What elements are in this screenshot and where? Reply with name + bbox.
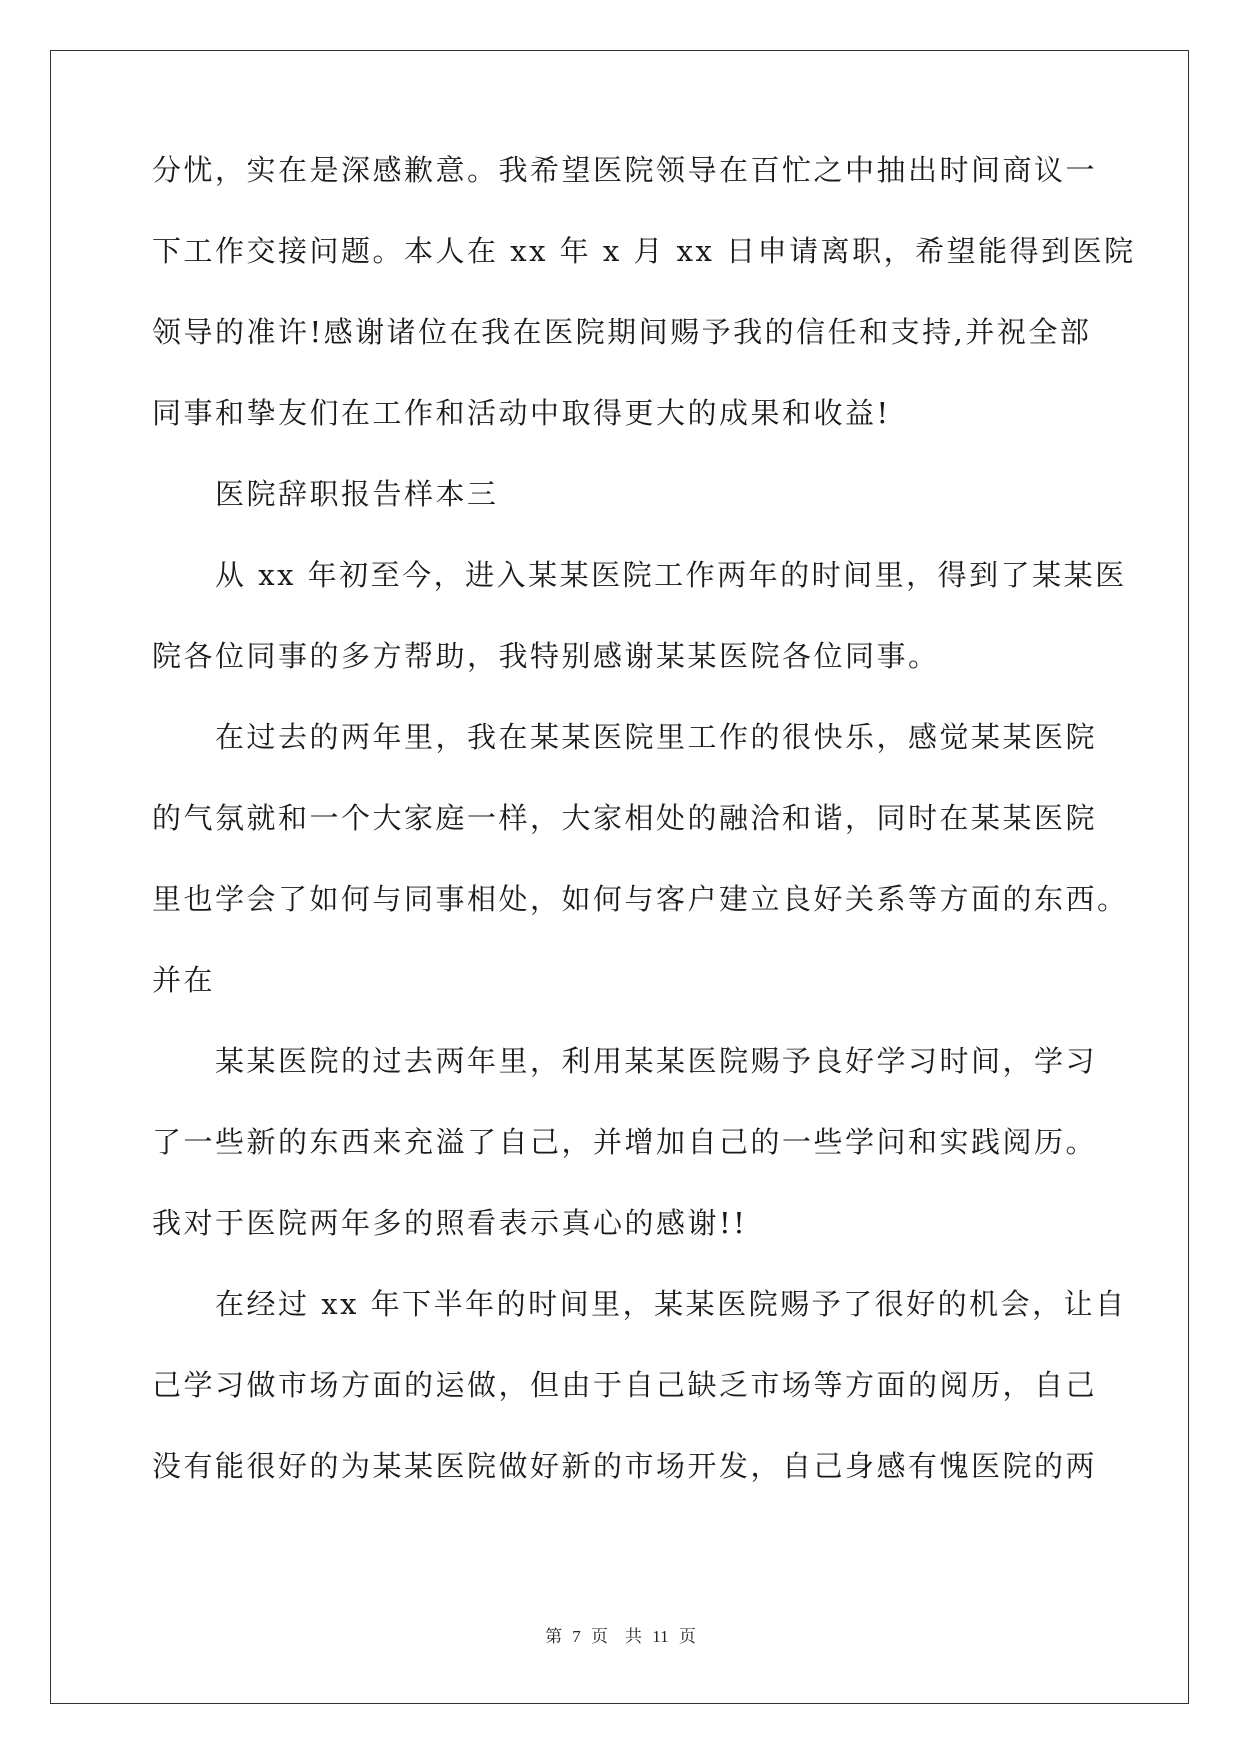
text-line: 院各位同事的多方帮助，我特别感谢某某医院各位同事。 xyxy=(152,639,940,673)
text-line: 在经过 xx 年下半年的时间里，某某医院赐予了很好的机会，让自 xyxy=(215,1287,1127,1321)
text-line: 下工作交接问题。本人在 xx 年 x 月 xx 日申请离职，希望能得到医院 xyxy=(152,234,1136,268)
text-line: 在过去的两年里，我在某某医院里工作的很快乐，感觉某某医院 xyxy=(215,720,1098,754)
text-line: 了一些新的东西来充溢了自己，并增加自己的一些学问和实践阅历。 xyxy=(152,1125,1098,1159)
text-line: 领导的准许!感谢诸位在我在医院期间赐予我的信任和支持,并祝全部 xyxy=(152,315,1092,349)
text-line: 分忧，实在是深感歉意。我希望医院领导在百忙之中抽出时间商议一 xyxy=(152,153,1098,187)
text-line: 里也学会了如何与同事相处，如何与客户建立良好关系等方面的东西。 xyxy=(152,882,1129,916)
text-line: 没有能很好的为某某医院做好新的市场开发，自己身感有愧医院的两 xyxy=(152,1449,1098,1483)
text-line: 某某医院的过去两年里，利用某某医院赐予良好学习时间，学习 xyxy=(215,1044,1098,1078)
text-line: 并在 xyxy=(152,963,216,997)
page-number-footer: 第 7 页 共 11 页 xyxy=(545,1627,696,1646)
text-line: 的气氛就和一个大家庭一样，大家相处的融洽和谐，同时在某某医院 xyxy=(152,801,1098,835)
text-line: 从 xx 年初至今，进入某某医院工作两年的时间里，得到了某某医 xyxy=(215,558,1127,592)
section-heading: 医院辞职报告样本三 xyxy=(215,477,499,511)
text-line: 我对于医院两年多的照看表示真心的感谢!! xyxy=(152,1206,748,1240)
text-line: 己学习做市场方面的运做，但由于自己缺乏市场等方面的阅历，自己 xyxy=(152,1368,1098,1402)
text-line: 同事和挚友们在工作和活动中取得更大的成果和收益! xyxy=(152,396,891,430)
